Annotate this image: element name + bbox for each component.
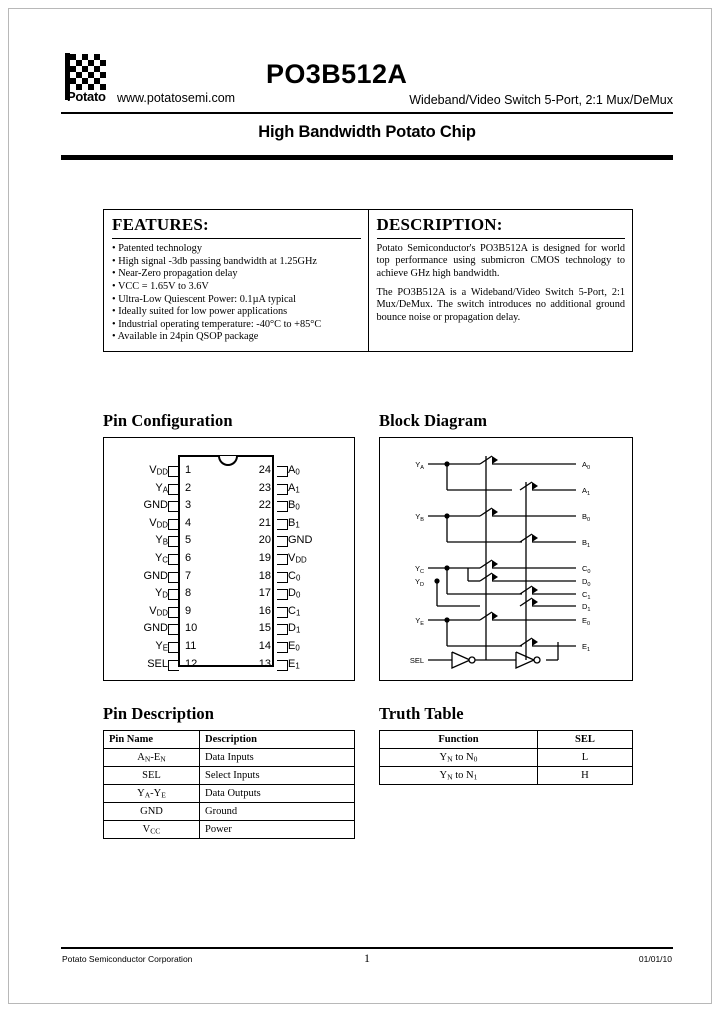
- pin-number-right: 14: [258, 640, 271, 652]
- table-header-row: [104, 731, 355, 749]
- pin-number-right: 17: [258, 587, 271, 600]
- pin-label-left: $V_{DD}$: [149, 464, 168, 477]
- sel-cell: H: [537, 767, 632, 785]
- pin-lead-right: [277, 642, 288, 653]
- table-row: [104, 803, 355, 821]
- pin-lead-right: [277, 466, 288, 477]
- pin-label-right: $C_0$: [288, 569, 301, 583]
- pin-lead-right: [277, 572, 288, 583]
- pin-number-left: 3: [185, 499, 192, 512]
- description-box: [368, 210, 633, 351]
- function-cell: $Y_N$ to $N_1$: [380, 767, 538, 785]
- features-description-panel: [103, 209, 633, 352]
- column-header: Description: [200, 731, 355, 749]
- pin-label-right: $E_0$: [288, 640, 300, 653]
- pin-row: [154, 586, 301, 604]
- pin-name-cell: $A_N-E_N$: [104, 749, 200, 767]
- table-row: [380, 749, 633, 767]
- svg-text:E0: $E_0$: [582, 616, 591, 627]
- header-divider: [61, 112, 673, 114]
- pin-label-left: $Y_C$: [154, 552, 168, 565]
- svg-text:YC: $Y_C$: [414, 564, 424, 575]
- table-row: [104, 749, 355, 767]
- feature-item: • Ideally suited for low power applications: [112, 306, 361, 319]
- feature-item: • Near-Zero propagation delay: [112, 268, 361, 281]
- pin-number-left: 12: [185, 657, 198, 670]
- feature-item: • Industrial operating temperature: -40°C to +85°C: [112, 319, 361, 332]
- pin-number-left: 9: [185, 604, 192, 617]
- footer-company: Potato Semiconductor Corporation: [62, 954, 193, 964]
- feature-item: • VCC = 1.65V to 3.6V: [112, 281, 361, 294]
- features-heading: FEATURES:: [112, 215, 209, 234]
- pin-label-right: $D_1$: [288, 622, 301, 636]
- table-header-row: [380, 731, 633, 749]
- feature-item: • Available in 24pin QSOP package: [112, 331, 361, 344]
- pin-lead-left: [168, 660, 179, 671]
- pin-configuration-diagram: [103, 437, 355, 681]
- pin-label-right: $B_1$: [288, 516, 300, 530]
- pin-lead-left: [168, 572, 179, 583]
- pin-description-table: [103, 730, 355, 839]
- column-header: Pin Name: [104, 731, 200, 749]
- pin-lead-right: [277, 536, 288, 547]
- pin-number-left: 11: [185, 640, 197, 652]
- pin-lead-right: [277, 624, 288, 635]
- footer-page-number: 1: [364, 951, 370, 965]
- table-row: [104, 821, 355, 839]
- pin-label-right: $C_1$: [288, 604, 301, 618]
- block-diagram-heading: Block Diagram: [379, 411, 488, 430]
- pin-label-right: $D_0$: [288, 587, 301, 600]
- pin-row: [155, 639, 300, 657]
- block-diagram: [379, 437, 633, 681]
- pin-lead-left: [168, 642, 179, 653]
- pin-name-cell: $Y_A-Y_E$: [104, 785, 200, 803]
- pin-label-left: $Y_B$: [155, 534, 168, 548]
- svg-text:B1: $B_1$: [582, 538, 591, 549]
- column-header: SEL: [537, 731, 632, 749]
- page-header: [61, 49, 673, 141]
- pin-number-right: 19: [258, 552, 271, 564]
- pin-name-cell: SEL: [104, 767, 200, 785]
- pin-lead-right: [277, 519, 288, 530]
- pin-number-right: 23: [258, 481, 271, 494]
- footer-divider: [61, 947, 673, 949]
- pin-row: [149, 604, 301, 622]
- pin-lead-left: [168, 589, 179, 600]
- pin-label-left: GND: [143, 569, 168, 582]
- product-subtitle: Wideband/Video Switch 5-Port, 2:1 Mux/DeMux: [409, 93, 673, 107]
- footer-date: 01/01/10: [638, 954, 672, 964]
- pin-number-left: 6: [185, 552, 192, 564]
- pin-number-left: 1: [185, 464, 192, 476]
- features-list: [112, 243, 361, 344]
- svg-text:SEL: SEL: [409, 656, 424, 665]
- svg-text:YB: $Y_B$: [415, 512, 424, 523]
- pin-description-cell: Power: [200, 821, 355, 839]
- svg-text:D0: $D_0$: [582, 577, 591, 588]
- feature-item: • Ultra-Low Quiescent Power: 0.1µA typical: [112, 294, 361, 307]
- svg-text:YD: $Y_D$: [414, 577, 424, 588]
- pin-number-left: 8: [185, 587, 192, 600]
- checkered-flag-icon: [65, 53, 109, 93]
- pin-label-left: $V_{DD}$: [149, 604, 168, 618]
- pin-number-left: 7: [185, 569, 192, 582]
- pin-lead-right: [277, 589, 288, 600]
- truth-table-heading: Truth Table: [379, 704, 464, 723]
- description-paragraph: Potato Semiconductor's PO3B512A is designed for world top performance using submicron CMOS technology to achieve GHz high bandwidth.: [376, 243, 625, 279]
- pin-number-right: 22: [258, 499, 271, 512]
- column-header: Function: [380, 731, 538, 749]
- dip-package-body: [143, 455, 313, 671]
- pin-lead-right: [277, 554, 288, 565]
- pin-lead-left: [168, 536, 179, 547]
- table-row: [104, 785, 355, 803]
- svg-text:A1: $A_1$: [582, 486, 591, 497]
- pin-number-left: 10: [185, 622, 198, 635]
- pin-label-left: $Y_D$: [154, 587, 168, 600]
- pin-lead-left: [168, 624, 179, 635]
- pin-label-left: $V_{DD}$: [149, 516, 168, 530]
- pin-row: [155, 533, 313, 551]
- pin-row: [147, 657, 300, 675]
- pin-number-right: 18: [258, 569, 271, 582]
- pin-number-right: 13: [258, 657, 271, 670]
- document-title: High Bandwidth Potato Chip: [258, 123, 476, 141]
- pin-label-left: GND: [143, 622, 168, 635]
- svg-text:A0: $A_0$: [582, 460, 591, 471]
- pin-row: [143, 498, 300, 516]
- svg-text:YE: $Y_E$: [415, 616, 424, 627]
- pin-row: [143, 621, 301, 639]
- description-heading-rule: [377, 238, 626, 239]
- feature-item: • Patented technology: [112, 243, 361, 256]
- pin-lead-left: [168, 554, 179, 565]
- description-body: [377, 243, 626, 324]
- pin-lead-left: [168, 607, 179, 618]
- sel-cell: L: [537, 749, 632, 767]
- pin-number-right: 20: [258, 534, 271, 547]
- title-divider: [61, 155, 673, 160]
- pin-lead-left: [168, 501, 179, 512]
- pin-label-right: $A_1$: [288, 481, 300, 495]
- pin-number-right: 15: [258, 622, 271, 635]
- pin-label-right: GND: [288, 534, 313, 547]
- pin-description-cell: Select Inputs: [200, 767, 355, 785]
- svg-text:C0: $C_0$: [582, 564, 591, 575]
- pin-description-cell: Data Inputs: [200, 749, 355, 767]
- pin-number-left: 5: [185, 534, 192, 547]
- pin-name-cell: GND: [104, 803, 200, 821]
- pin-description-cell: Data Outputs: [200, 785, 355, 803]
- pin-description-heading: Pin Description: [103, 704, 215, 723]
- pin-number-left: 4: [185, 516, 192, 529]
- logo-wordmark: Potato: [67, 89, 106, 104]
- pin-lead-right: [277, 660, 288, 671]
- features-heading-rule: [112, 238, 361, 239]
- pin-lead-left: [168, 484, 179, 495]
- pin-row: [149, 516, 300, 534]
- svg-text:E1: $E_1$: [582, 642, 591, 653]
- pin-label-left: SEL: [147, 657, 168, 670]
- pin-lead-left: [168, 519, 179, 530]
- pin-lead-right: [277, 607, 288, 618]
- svg-text:C1: $C_1$: [582, 590, 591, 601]
- pin-row: [155, 481, 300, 499]
- pin-configuration-heading: Pin Configuration: [103, 411, 233, 430]
- pin-row: [143, 569, 301, 587]
- pin-label-left: $Y_A$: [155, 481, 168, 495]
- svg-text:D1: $D_1$: [582, 602, 591, 613]
- pin-description-cell: Ground: [200, 803, 355, 821]
- svg-text:B0: $B_0$: [582, 512, 591, 523]
- company-website: www.potatosemi.com: [117, 91, 236, 105]
- part-number: PO3B512A: [266, 59, 408, 89]
- pin-number-right: 24: [258, 464, 271, 476]
- pin-name-cell: $V_{CC}$: [104, 821, 200, 839]
- pin-label-right: $V_{DD}$: [288, 552, 307, 565]
- page-footer: [61, 951, 673, 970]
- description-heading: DESCRIPTION:: [376, 215, 503, 234]
- table-row: [104, 767, 355, 785]
- features-box: [104, 210, 368, 351]
- pin-row: [149, 463, 300, 481]
- pin-label-right: $B_0$: [288, 499, 300, 512]
- feature-item: • High signal -3db passing bandwidth at 1.25GHz: [112, 256, 361, 269]
- pin-lead-right: [277, 484, 288, 495]
- svg-text:YA: $Y_A$: [415, 460, 424, 471]
- block-diagram-svg: [380, 438, 630, 678]
- pin-label-left: $Y_E$: [155, 640, 168, 653]
- pin-number-right: 16: [258, 604, 271, 617]
- truth-table: [379, 730, 633, 785]
- table-row: [380, 767, 633, 785]
- datasheet-page: [8, 8, 712, 1004]
- function-cell: $Y_N$ to $N_0$: [380, 749, 538, 767]
- pin-lead-left: [168, 466, 179, 477]
- pin-number-right: 21: [258, 516, 271, 529]
- pin-row: [154, 551, 307, 569]
- pin-label-right: $E_1$: [288, 657, 300, 671]
- pin-lead-right: [277, 501, 288, 512]
- pin-label-right: $A_0$: [288, 464, 300, 477]
- pin-label-left: GND: [143, 499, 168, 512]
- pin-number-left: 2: [185, 481, 192, 494]
- company-logo: [65, 53, 111, 104]
- description-paragraph: The PO3B512A is a Wideband/Video Switch 5-Port, 2:1 Mux/DeMux. The switch introduces no additional ground bounce noise or propagation delay.: [376, 287, 625, 323]
